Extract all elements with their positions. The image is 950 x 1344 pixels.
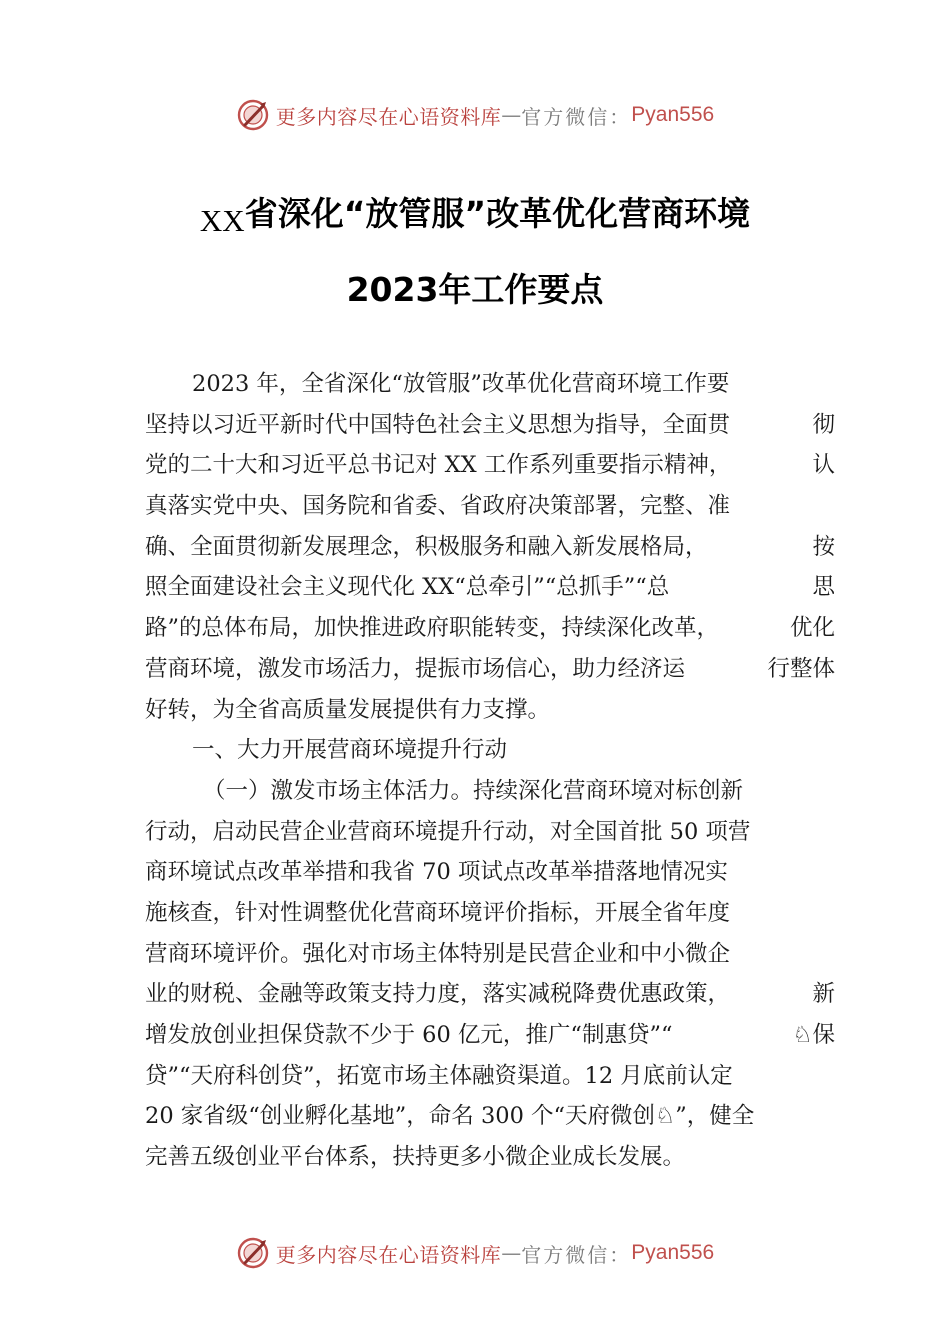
- text-segment: ♘保: [792, 1022, 835, 1048]
- text-segment: 新: [812, 981, 835, 1008]
- body-line: [145, 608, 835, 649]
- text-segment: 20 家省级“创业孵化基地”，命名 300 个“天府微创♘”，健全: [145, 1103, 755, 1130]
- text-segment: 贷”“天府科创贷”，拓宽市场主体融资渠道。12 月底前认定: [145, 1062, 733, 1089]
- body-line: [145, 974, 835, 1015]
- body-line: [145, 771, 835, 812]
- text-segment: 商环境试点改革举措和我省 70 项试点改革举措落地情况实: [145, 859, 728, 886]
- body-line: [145, 445, 835, 486]
- text-segment: 营商环境，激发市场活力，提振市场信心，助力经济运: [145, 655, 686, 682]
- body-line: [145, 364, 835, 405]
- text-segment: 增发放创业担保贷款不少于 60 亿元，推广“制惠贷”“: [145, 1022, 673, 1048]
- document-title-line2: 2023年工作要点: [346, 270, 604, 309]
- brush-seal-icon: [236, 98, 270, 132]
- text-segment: 照全面建设社会主义现代化 XX“总牵引”“总抓手”“总: [145, 574, 670, 601]
- title-prefix: XX: [199, 203, 245, 238]
- text-segment: 彻: [812, 411, 835, 438]
- body-line: [145, 690, 835, 731]
- text-segment: 党的二十大和习近平总书记对 XX 工作系列重要指示精神，: [145, 452, 732, 479]
- watermark-text: 更多内容尽在心语资料库: [275, 1242, 502, 1267]
- watermark-banner-bottom: [0, 1233, 950, 1273]
- watermark-wechat-label: 官方微信：: [521, 104, 632, 129]
- body-line: [145, 405, 835, 446]
- text-segment: 2023 年，全省深化“放管服”改革优化营商环境工作要: [192, 371, 730, 397]
- text-segment: 按: [812, 533, 835, 560]
- text-segment: 思: [812, 574, 835, 601]
- text-segment: 认: [812, 452, 835, 479]
- body-line: [145, 1056, 835, 1097]
- text-segment: 优化: [789, 615, 835, 642]
- body-line: [145, 649, 835, 690]
- text-segment: 营商环境评价。强化对市场主体特别是民营企业和中小微企: [145, 940, 731, 967]
- body-line: [145, 1096, 835, 1137]
- watermark-wechat-id: Pyan556: [631, 103, 715, 126]
- body-line: [145, 893, 835, 934]
- body-line: [145, 1015, 835, 1056]
- text-segment: 施核查，针对性调整优化营商环境评价指标，开展全省年度: [145, 899, 731, 926]
- watermark-separator: —: [501, 1241, 522, 1265]
- watermark-separator: —: [501, 103, 522, 127]
- body-line: [145, 486, 835, 527]
- text-segment: 真落实党中央、国务院和省委、省政府决策部署，完整、准: [145, 493, 731, 520]
- brush-seal-icon: [236, 1236, 270, 1270]
- section-heading: [145, 730, 835, 771]
- title-rest: 省深化“放管服”改革优化营商环境: [244, 194, 751, 233]
- body-line: [145, 852, 835, 893]
- text-segment: （一）激发市场主体活力。持续深化营商环境对标创新: [203, 777, 744, 804]
- body-line: [145, 934, 835, 975]
- text-segment: 好转，为全省高质量发展提供有力支撑。: [145, 696, 551, 723]
- body-line: [145, 812, 835, 853]
- watermark-wechat-id: Pyan556: [631, 1241, 715, 1264]
- watermark-wechat-label: 官方微信：: [521, 1242, 632, 1267]
- text-segment: 坚持以习近平新时代中国特色社会主义思想为指导，全面贯: [145, 411, 731, 438]
- text-segment: 行动，启动民营企业营商环境提升行动，对全国首批 50 项营: [145, 818, 751, 845]
- text-segment: 确、全面贯彻新发展理念，积极服务和融入新发展格局，: [145, 533, 708, 560]
- watermark-banner-top: [0, 95, 950, 135]
- text-segment: 路”的总体布局，加快推进政府职能转变，持续深化改革，: [145, 615, 720, 642]
- body-line: [145, 567, 835, 608]
- text-segment: 一、大力开展营商环境提升行动: [192, 737, 508, 764]
- text-segment: 行整体: [767, 655, 835, 682]
- watermark-text: 更多内容尽在心语资料库: [275, 104, 502, 129]
- body-line: [145, 527, 835, 568]
- body-line: [145, 1137, 835, 1178]
- text-segment: 完善五级创业平台体系，扶持更多小微企业成长发展。: [145, 1144, 686, 1171]
- document-body: [145, 364, 835, 1178]
- document-title-line1: [0, 188, 950, 239]
- text-segment: 业的财税、金融等政策支持力度，落实减税降费优惠政策，: [145, 981, 731, 1008]
